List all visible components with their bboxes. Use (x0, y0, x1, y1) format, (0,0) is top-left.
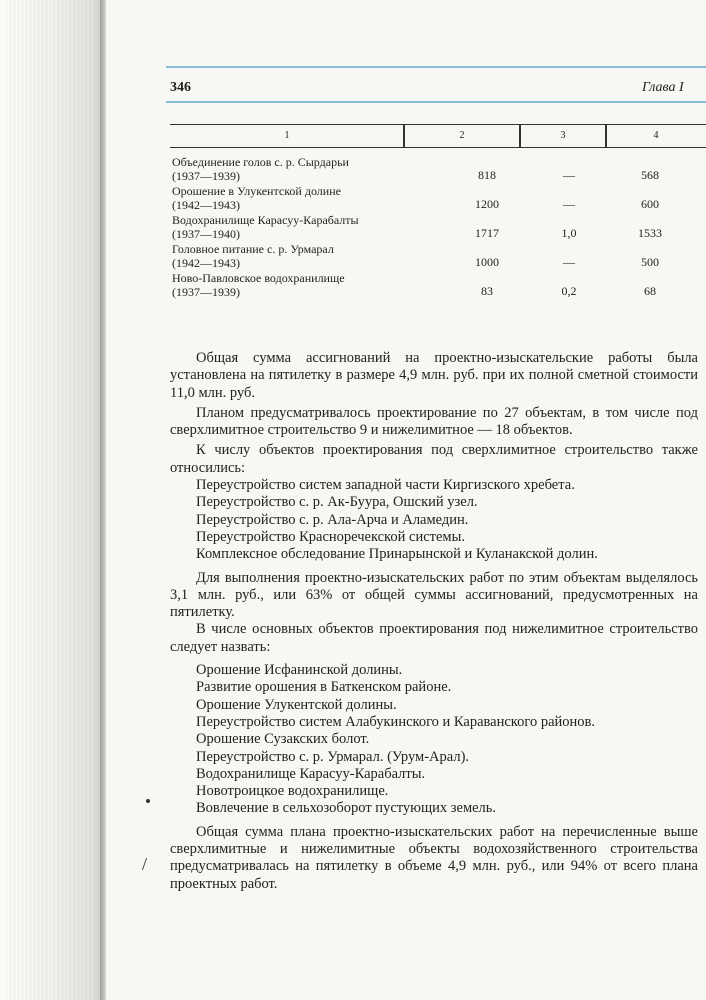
list-item: Переустройство систем Алабукинского и Караванского районов. (196, 713, 595, 730)
cell-col-2: 1717 (475, 226, 499, 240)
cell-col-4: 500 (641, 255, 659, 269)
list-item: Переустройство с. р. Ак-Буура, Ошский узел. (196, 494, 478, 511)
list-sublimit (170, 662, 698, 818)
list-item: Переустройство Красноречекской системы. (196, 528, 465, 545)
paragraph: Общая сумма ассигнований на проектно-изыскательские работы была установлена на пятилетку в размере 4,9 млн. руб. при их полной сметной стоимости 11,0 млн. руб. (170, 350, 698, 401)
column-header-4: 4 (653, 130, 659, 141)
cell-col-4: 1533 (638, 226, 662, 240)
cell-col-3: 1,0 (561, 226, 577, 240)
table-row (172, 154, 706, 183)
table-row (172, 241, 706, 270)
list-item: Вовлечение в сельхозоборот пустующих земель. (196, 800, 497, 817)
paragraph: Общая сумма плана проектно-изыскательских работ на перечисленные выше сверхлимитные и нижелимитные объекты водохозяйственного строительства предусматривалась на пятилетку в объеме 4,9 млн. руб., или 94% от всего плана проектных работ. (170, 823, 698, 892)
list-item: Орошение Исфанинской долины. (196, 662, 403, 679)
cell-col-4: 568 (641, 168, 659, 182)
list-item: Комплексное обследование Принарынской и Куланакской долин. (196, 546, 598, 563)
list-item: Орошение Улукентской долины. (196, 696, 397, 713)
list-item: Орошение Сузакских болот. (196, 731, 370, 748)
list-item: Переустройство с. р. Урмарал. (Урум-Арал). (196, 748, 470, 765)
paragraph: Планом предусматривалось проектирование по 27 объектам, в том числе под сверхлимитное строительство 9 и нижелимитное — 18 объектов. (170, 404, 698, 439)
page-edge-texture (6, 0, 98, 1000)
list-item: Водохранилище Карасуу-Карабалты. (196, 765, 426, 782)
list-item: Переустройство систем западной части Киргизского хребета. (196, 477, 575, 494)
cell-col-3: — (563, 168, 575, 182)
top-rule (166, 66, 706, 68)
table-header (170, 124, 706, 148)
margin-dot (146, 799, 150, 803)
running-head: Глава I (642, 80, 684, 95)
header-rule (166, 101, 706, 103)
list-item: Развитие орошения в Баткенском районе. (196, 679, 452, 696)
column-header-2: 2 (459, 130, 465, 141)
list-item: Переустройство с. р. Ала-Арча и Аламедин. (196, 511, 469, 528)
cell-col-2: 818 (478, 168, 496, 182)
paragraph: Для выполнения проектно-изыскательских работ по этим объектам выделялось 3,1 млн. руб., или 63% от общей суммы ассигнований, предусмотренных на пятилетку. (170, 569, 698, 621)
column-header-1: 1 (284, 130, 290, 141)
page-number: 346 (170, 80, 191, 95)
row-name: Головное питание с. р. Урмарал (1942—1943) (172, 242, 334, 270)
row-name: Ново-Павловское водохранилище (1937—1939) (172, 271, 345, 299)
table-row (172, 183, 706, 212)
cell-col-2: 1200 (475, 197, 499, 211)
cell-col-3: — (563, 197, 575, 211)
cell-col-2: 83 (481, 284, 493, 298)
table-row (172, 270, 706, 299)
row-name: Орошение в Улукентской долине (1942—1943) (172, 184, 341, 212)
cell-col-3: — (563, 255, 575, 269)
column-header-3: 3 (560, 130, 566, 141)
data-table (172, 154, 706, 299)
column-divider (519, 124, 521, 148)
column-divider (605, 124, 607, 148)
column-divider (403, 124, 405, 148)
list-item: Новотроицкое водохранилище. (196, 783, 389, 800)
row-name: Водохранилище Карасуу-Карабалты (1937—1940) (172, 213, 359, 241)
cell-col-3: 0,2 (561, 284, 577, 298)
paragraph: К числу объектов проектирования под сверхлимитное строительство также относились: (170, 442, 698, 476)
list-supralimit (170, 477, 698, 563)
cell-col-2: 1000 (475, 255, 499, 269)
row-name: Объединение голов с. р. Сырдарьи (1937—1939) (172, 155, 349, 183)
body-text (170, 350, 698, 893)
cell-col-4: 68 (644, 284, 656, 298)
margin-pencil-mark: / (142, 854, 148, 874)
cell-col-4: 600 (641, 197, 659, 211)
paragraph: В числе основных объектов проектирования под нижелимитное строительство следует назвать: (170, 621, 698, 655)
table-row (172, 212, 706, 241)
